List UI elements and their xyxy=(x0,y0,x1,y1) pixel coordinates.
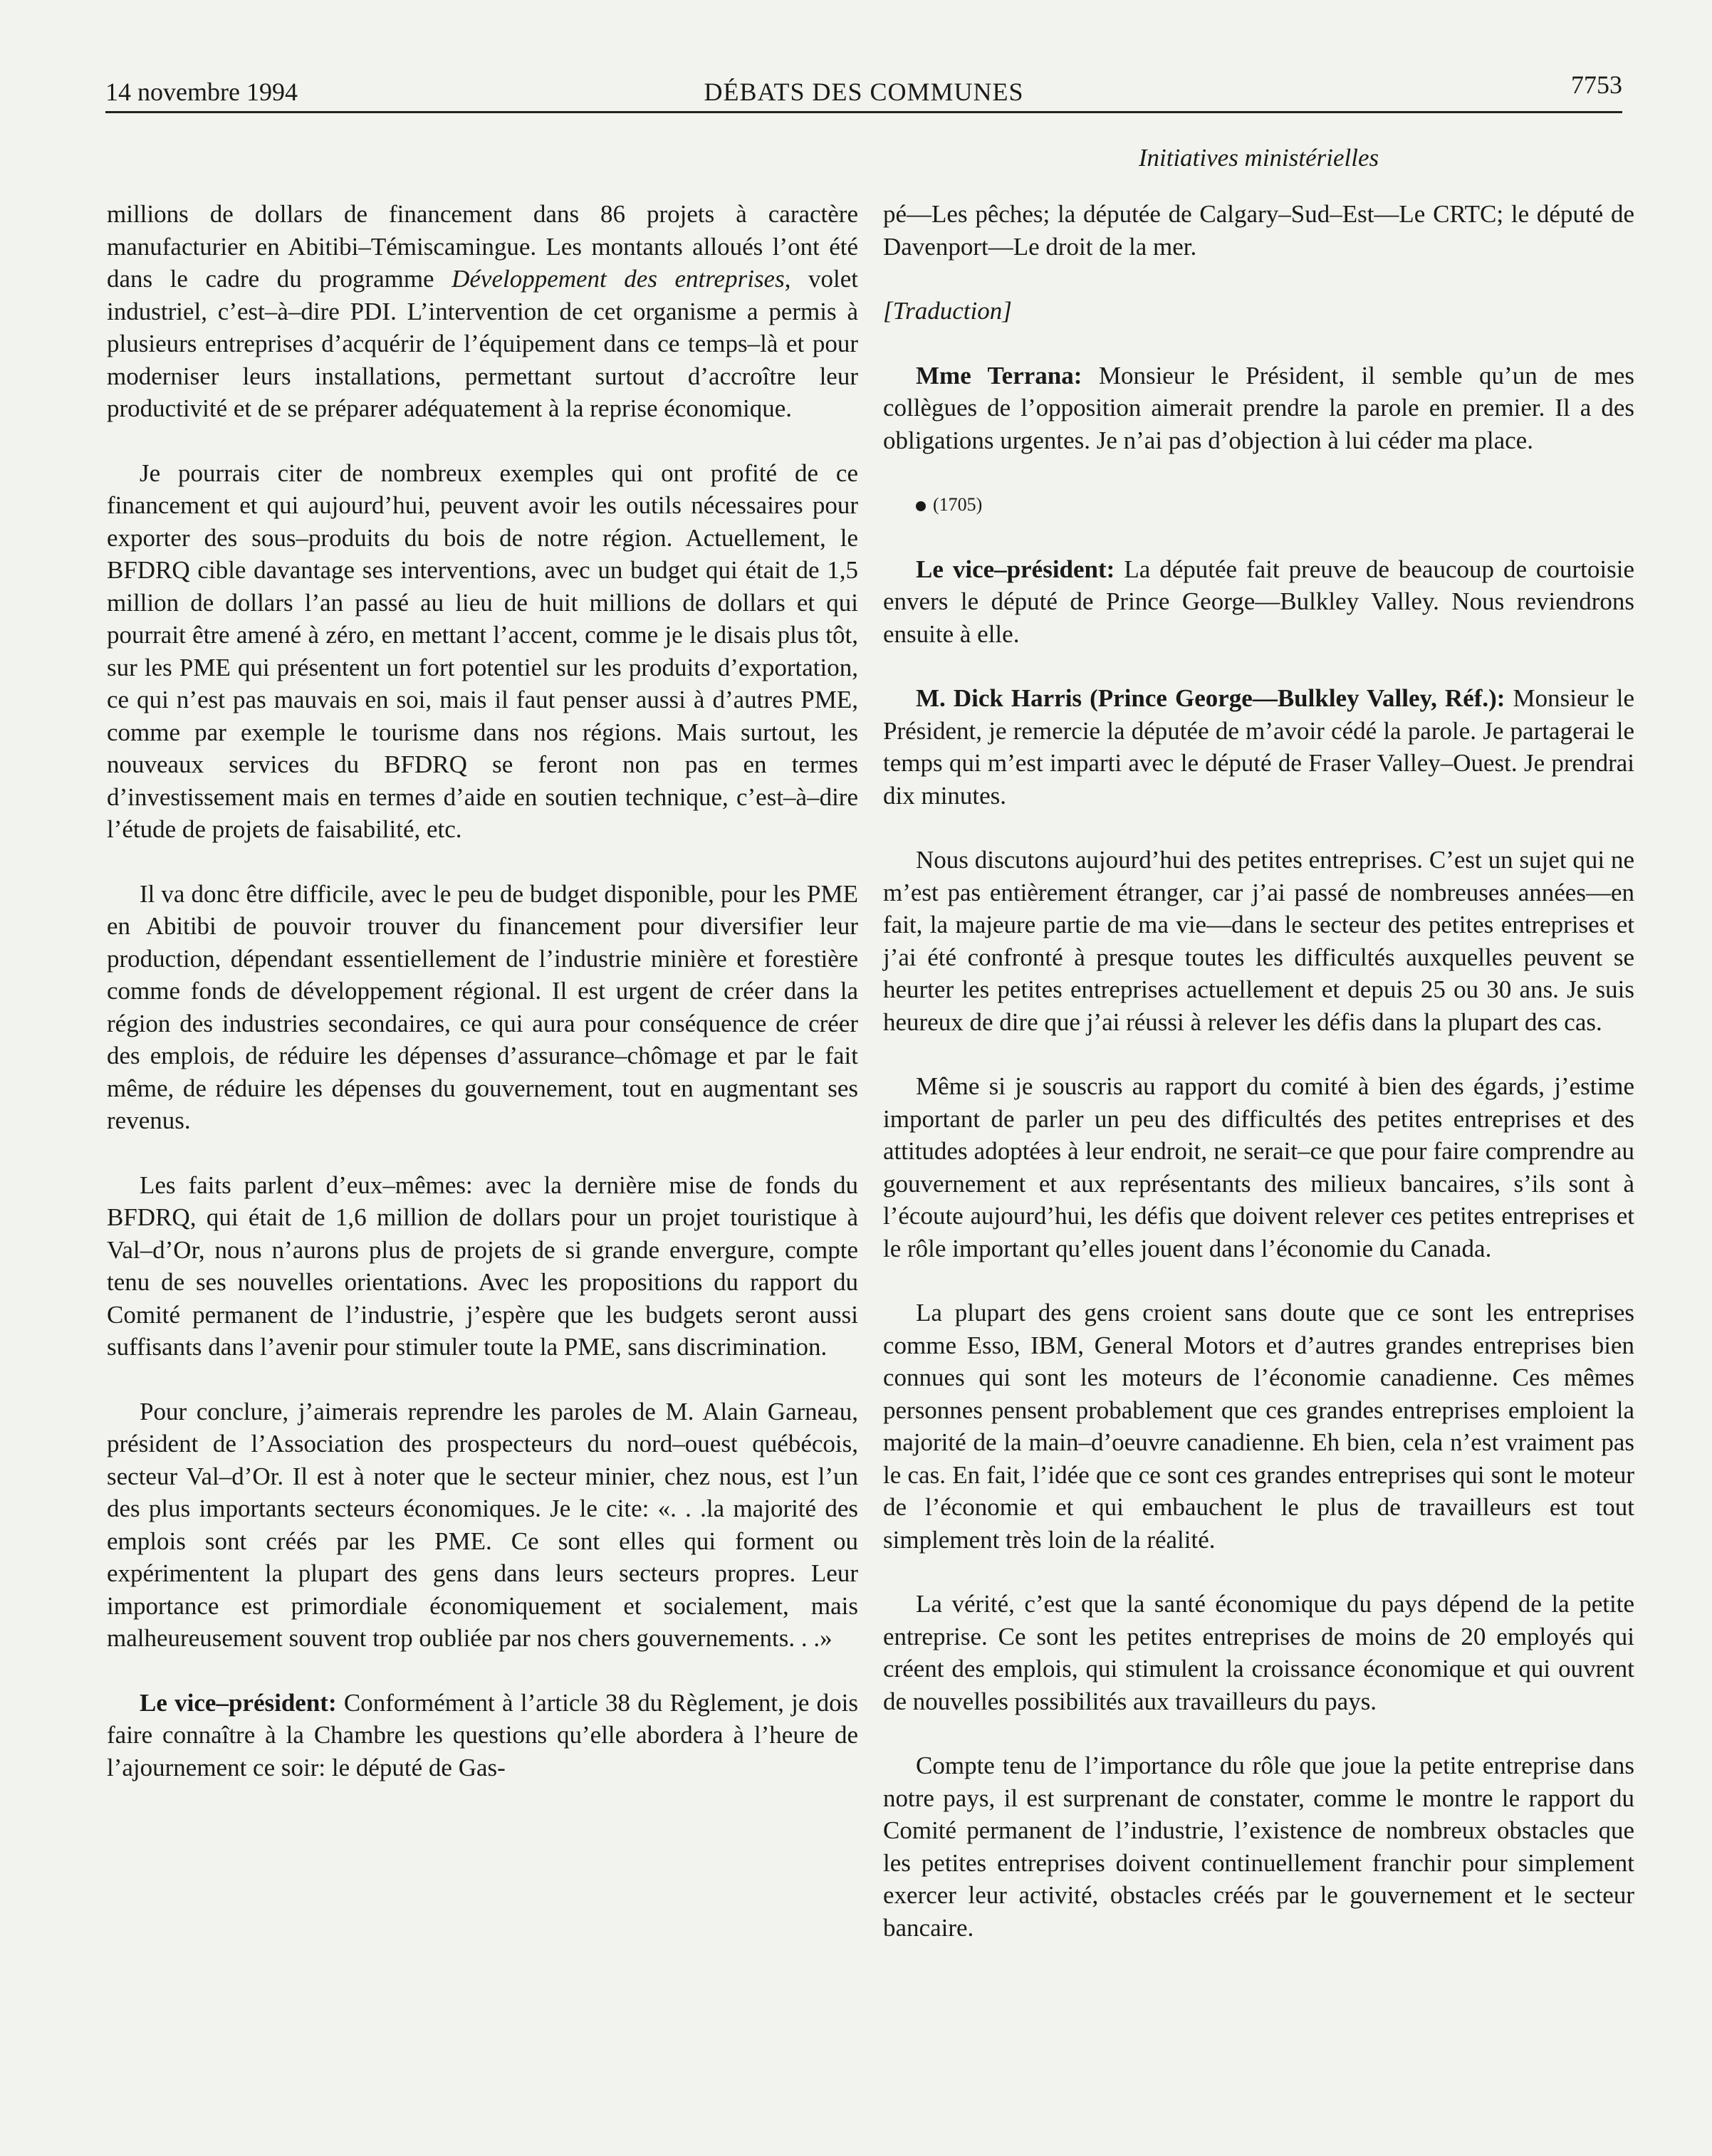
page-header xyxy=(105,70,1622,112)
paragraph: millions de dollars de financement dans 86 projets à caractère manufacturier en Abitibi–Témiscamingue. Les montants alloués l’ont été dans le cadre du programme Développement des entreprises, volet industriel, c’est–à–dire PDI. L’intervention de cet organisme a permis à plusieurs entreprises d’acquérir de l’équipement dans ce temps–là et pour moderniser leurs installations, permettant surtout d’accroître leur productivité et de se préparer adéquatement à la reprise économique. xyxy=(107,200,858,422)
paragraph: pé—Les pêches; la députée de Calgary–Sud–Est—Le CRTC; le député de Davenport—Le droit de la mer. xyxy=(883,200,1634,261)
header-rule xyxy=(105,111,1622,113)
speaker-name: Mme Terrana: xyxy=(916,361,1082,389)
paragraph: M. Dick Harris (Prince George—Bulkley Valley, Réf.): Monsieur le Président, je remercie la députée de m’avoir cédé la parole. Je partagerai le temps qui m’est imparti avec le député de Fraser Valley–Ouest. Je prendrai dix minutes. xyxy=(883,684,1634,810)
left-column xyxy=(107,198,858,1816)
header-page-number: 7753 xyxy=(1571,70,1622,99)
header-journal-title: DÉBATS DES COMMUNES xyxy=(704,78,1024,106)
section-title: Initiatives ministérielles xyxy=(1138,144,1379,172)
paragraph: Le vice–président: Conformément à l’article 38 du Règlement, je dois faire connaître à la Chambre les questions qu’elle abordera à l’heure de l’ajournement ce soir: le député de Gas- xyxy=(107,1688,859,1781)
paragraph: Les faits parlent d’eux–mêmes: avec la dernière mise de fonds du BFDRQ, qui était de 1,6 million de dollars pour un projet touristique à Val–d’Or, nous n’aurons plus de projets de si grande envergure, compte tenu de ses nouvelles orientations. Avec les propositions du rapport du Comité permanent de l’industrie, j’espère que les budgets seront aussi suffisants dans l’avenir pour stimuler toute la PME, sans discrimination. xyxy=(107,1171,858,1361)
timestamp: (1705) xyxy=(883,488,1634,521)
paragraph: Pour conclure, j’aimerais reprendre les paroles de M. Alain Garneau, président de l’Association des prospecteurs du nord–ouest québécois, secteur Val–d’Or. Il est à noter que le secteur minier, chez nous, est l’un des plus importants secteurs économiques. Je le cite: «. . .la majorité des emplois sont créés par les PME. Ce sont elles qui forment ou expérimentent la plupart des gens dans leurs secteurs propres. Leur importance est primordiale économiquement et socialement, mais malheureusement souvent trop oubliée par nos chers gouvernements. . .» xyxy=(107,1397,858,1652)
speaker-name: M. Dick Harris (Prince George—Bulkley Valley, Réf.): xyxy=(916,684,1505,712)
paragraph: Il va donc être difficile, avec le peu de budget disponible, pour les PME en Abitibi de pouvoir trouver du financement pour diversifier leur production, dépendant essentiellement de l’industrie minière et forestière comme fonds de développement régional. Il est urgent de créer dans la région des industries secondaires, ce qui aura pour conséquence de créer des emplois, de réduire les dépenses d’assurance–chômage et par le fait même, de réduire les dépenses du gouvernement, tout en augmentant ses revenus. xyxy=(107,879,858,1134)
paragraph: Compte tenu de l’importance du rôle que joue la petite entreprise dans notre pays, il est surprenant de constater, comme le montre le rapport du Comité permanent de l’industrie, l’existence de nombreux obstacles que les petites entreprises doivent continuellement franchir pour simplement exercer leur activité, obstacles créés par le gouvernement et le secteur bancaire. xyxy=(883,1752,1634,1942)
paragraph: Le vice–président: La députée fait preuve de beaucoup de courtoisie envers le député de Prince George—Bulkley Valley. Nous reviendrons ensuite à elle. xyxy=(883,555,1635,648)
paragraph: Nous discutons aujourd’hui des petites entreprises. C’est un sujet qui ne m’est pas entièrement étranger, car j’ai passé de nombreuses années—en fait, la majeure partie de ma vie—dans le secteur des petites entreprises et j’ai été confronté à presque toutes les difficultés auxquelles peuvent se heurter les petites entreprises actuellement et depuis 25 ou 30 ans. Je suis heureux de dire que j’ai réussi à relever les défis dans la plupart des cas. xyxy=(883,846,1634,1036)
speaker-name: Le vice–président: xyxy=(916,555,1115,583)
translation-marker: [Traduction] xyxy=(883,297,1012,325)
paragraph: Mme Terrana: Monsieur le Président, il semble qu’un de mes collègues de l’opposition aimerait prendre la parole en premier. Il a des obligations urgentes. Je n’ai pas d’objection à lui céder ma place. xyxy=(883,361,1634,454)
paragraph: La vérité, c’est que la santé économique du pays dépend de la petite entreprise. Ce sont les petites entreprises de moins de 20 employés qui créent des emplois, qui stimulent la croissance économique et qui ouvrent de nouvelles possibilités aux travailleurs du pays. xyxy=(883,1590,1634,1715)
program-name: Développement des entreprises xyxy=(452,265,785,293)
right-column xyxy=(883,198,1634,1976)
bullet-icon xyxy=(916,501,926,511)
header-date: 14 novembre 1994 xyxy=(105,78,298,106)
speaker-name: Le vice–président: xyxy=(140,1688,337,1717)
paragraph: Même si je souscris au rapport du comité à bien des égards, j’estime important de parler un peu des difficultés des petites entreprises et des attitudes adoptées à leur endroit, ne serait–ce que pour faire comprendre au gouvernement et aux représentants des milieux bancaires, s’ils sont à l’écoute aujourd’hui, les défis que doivent relever ces petites entreprises et le rôle important qu’elles jouent dans l’économie du Canada. xyxy=(883,1072,1634,1262)
paragraph: La plupart des gens croient sans doute que ce sont les entreprises comme Esso, IBM, General Motors et d’autres grandes entreprises bien connues qui sont les moteurs de l’économie canadienne. Ces mêmes personnes pensent probablement que ces grandes entreprises emploient la majorité de la main–d’oeuvre canadienne. Eh bien, cela n’est vraiment pas le cas. En fait, l’idée que ce sont ces grandes entreprises qui sont le moteur de l’économie et qui embauchent le plus de travailleurs est tout simplement très loin de la réalité. xyxy=(883,1299,1634,1554)
paragraph: Je pourrais citer de nombreux exemples qui ont profité de ce financement et qui aujourd’hui, peuvent avoir les outils nécessaires pour exporter des sous–produits du bois de notre région. Actuellement, le BFDRQ cible davantage ses interventions, avec un budget qui était de 1,5 million de dollars l’an passé au lieu de huit millions de dollars et qui pourrait être amené à zéro, en mettant l’accent, comme je le disais plus tôt, sur les PME qui présentent un fort potentiel sur les produits d’exportation, ce qui n’est pas mauvais en soi, mais il faut penser aussi à d’autres PME, comme par exemple le tourisme dans nos régions. Mais surtout, les nouveaux services du BFDRQ se feront non pas en termes d’investissement mais en termes d’aide en soutien technique, c’est–à–dire l’étude de projets de faisabilité, etc. xyxy=(107,459,858,843)
